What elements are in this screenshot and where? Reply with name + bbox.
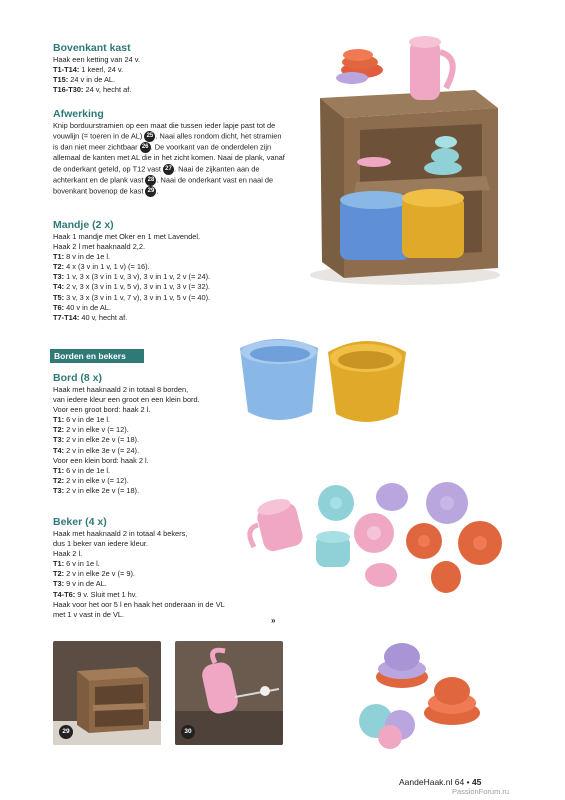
cabinet-drawing <box>300 30 515 290</box>
section-title: Afwerking <box>53 108 104 120</box>
instruction-line: T2: 2 v in elke v (= 12). <box>53 475 129 485</box>
photo-number-badge: 29 <box>59 725 73 739</box>
stacked-set-drawing <box>346 625 496 750</box>
instruction-line: Haak voor het oor 5 l en haak het onderaan in de VL <box>53 599 225 609</box>
section-title: Beker (4 x) <box>53 516 107 528</box>
page-footer <box>399 777 481 787</box>
step-badge: 26 <box>140 142 151 153</box>
instruction-line: T1: 6 v in 1e l. <box>53 559 100 569</box>
watermark: PassionForum.ru <box>452 787 510 796</box>
photo-step-30 <box>175 641 283 745</box>
afwerking-text: Knip borduurstramien op een maat die tussen ieder lapje past tot de vouwlijn (= toeren in de AL) 25 . Naai alles rondom dicht, het stramien is dan niet meer zichtbaar 26 . De voorkant van de onderdelen zijn allemaal de kanten met AL die in het zicht komen. Naai de plank, vanaf de onderkant geteld, op T12 vast 27 . Naai de zijkanten aan de achterkant en de plank vast 28 . Naai de onderkant vast en naai de bovenkant bovenop de kast 29 . <box>53 121 285 196</box>
step-badge: 27 <box>163 164 174 175</box>
step-badge: 29 <box>145 186 156 197</box>
instruction-line: Voor een klein bord: haak 2 l. <box>53 455 149 465</box>
instruction-line: T1: 6 v in de 1e l. <box>53 465 111 475</box>
instruction-line: T3: 2 v in elke 2e v (= 18). <box>53 435 140 445</box>
instruction-line: T15: 24 v in de AL. <box>53 75 116 85</box>
instruction-line: T1: 8 v in de 1e l. <box>53 252 111 262</box>
instruction-list <box>53 232 288 323</box>
section-afwerking <box>53 108 288 197</box>
baskets-illustration <box>232 332 414 432</box>
footer-separator: • <box>466 777 470 787</box>
instruction-line: Voor een groot bord: haak 2 l. <box>53 405 151 415</box>
photo-number-badge: 30 <box>181 725 195 739</box>
instruction-line: T5: 3 v, 3 x (3 v in 1 v, 7 v), 3 v in 1 v, 5 v (= 40). <box>53 292 211 302</box>
instruction-line: T2: 2 v in elke 2e v (= 9). <box>53 569 135 579</box>
instruction-line: T4-T6: 9 v. Sluit met 1 hv. <box>53 589 137 599</box>
photo-step-29 <box>53 641 161 745</box>
section-title: Bovenkant kast <box>53 42 131 54</box>
section-title: Mandje (2 x) <box>53 219 114 231</box>
baskets-drawing <box>232 332 414 432</box>
section-mandje <box>53 219 288 323</box>
instruction-line: T4: 2 v in elke 3e v (= 24). <box>53 445 140 455</box>
plates-cups-illustration <box>246 475 510 615</box>
step-badge: 25 <box>144 131 155 142</box>
instruction-line: T1-T14: 1 keerl, 24 v. <box>53 65 124 75</box>
section-banner: Borden en bekers <box>50 349 144 363</box>
instruction-line: T16-T30: 24 v, hecht af. <box>53 85 132 95</box>
instruction-line: T1: 6 v in de 1e l. <box>53 415 111 425</box>
instruction-line: met 1 v vast in de VL. <box>53 609 125 619</box>
cabinet-illustration <box>300 30 515 290</box>
stacked-set-illustration <box>346 625 496 750</box>
step-badge: 28 <box>145 175 156 186</box>
instruction-line: Haak 2 l. <box>53 549 83 559</box>
instruction-line: T4: 2 v, 3 x (3 v in 1 v, 5 v), 3 v in 1 v, 3 v (= 32). <box>53 282 211 292</box>
site-name: AandeHaak.nl 64 <box>399 777 465 787</box>
instruction-line: van iedere kleur een groot en een klein bord. <box>53 395 200 405</box>
section-bovenkant <box>53 42 288 95</box>
plates-cups-drawing <box>246 475 510 615</box>
section-title: Bord (8 x) <box>53 372 103 384</box>
instruction-line: dus 1 beker van iedere kleur. <box>53 539 148 549</box>
instruction-line: Haak een ketting van 24 v. <box>53 55 140 64</box>
instruction-line: T3: 2 v in elke 2e v (= 18). <box>53 485 140 495</box>
instruction-list <box>53 55 288 95</box>
instruction-line: T3: 1 v, 3 x (3 v in 1 v, 3 v), 3 v in 1 v, 2 v (= 24). <box>53 272 211 282</box>
instruction-line: Haak 1 mandje met Oker en 1 met Lavendel. <box>53 232 201 241</box>
instruction-line: T2: 4 x (3 v in 1 v, 1 v) (= 16). <box>53 262 150 272</box>
instruction-line: T3: 9 v in de AL. <box>53 579 107 589</box>
instruction-line: Haak met haaknaald 2 in totaal 8 borden, <box>53 385 189 394</box>
instruction-line: T2: 2 v in elke v (= 12). <box>53 425 129 435</box>
instruction-line: T7-T14: 40 v, hecht af. <box>53 312 128 322</box>
instruction-line: T6: 40 v in de AL. <box>53 302 111 312</box>
instruction-line: Haak met haaknaald 2 in totaal 4 bekers, <box>53 529 188 538</box>
continue-marker: » <box>271 616 276 625</box>
instruction-line: Haak 2 l met haaknaald 2,2. <box>53 242 146 252</box>
page-number: 45 <box>471 777 482 787</box>
